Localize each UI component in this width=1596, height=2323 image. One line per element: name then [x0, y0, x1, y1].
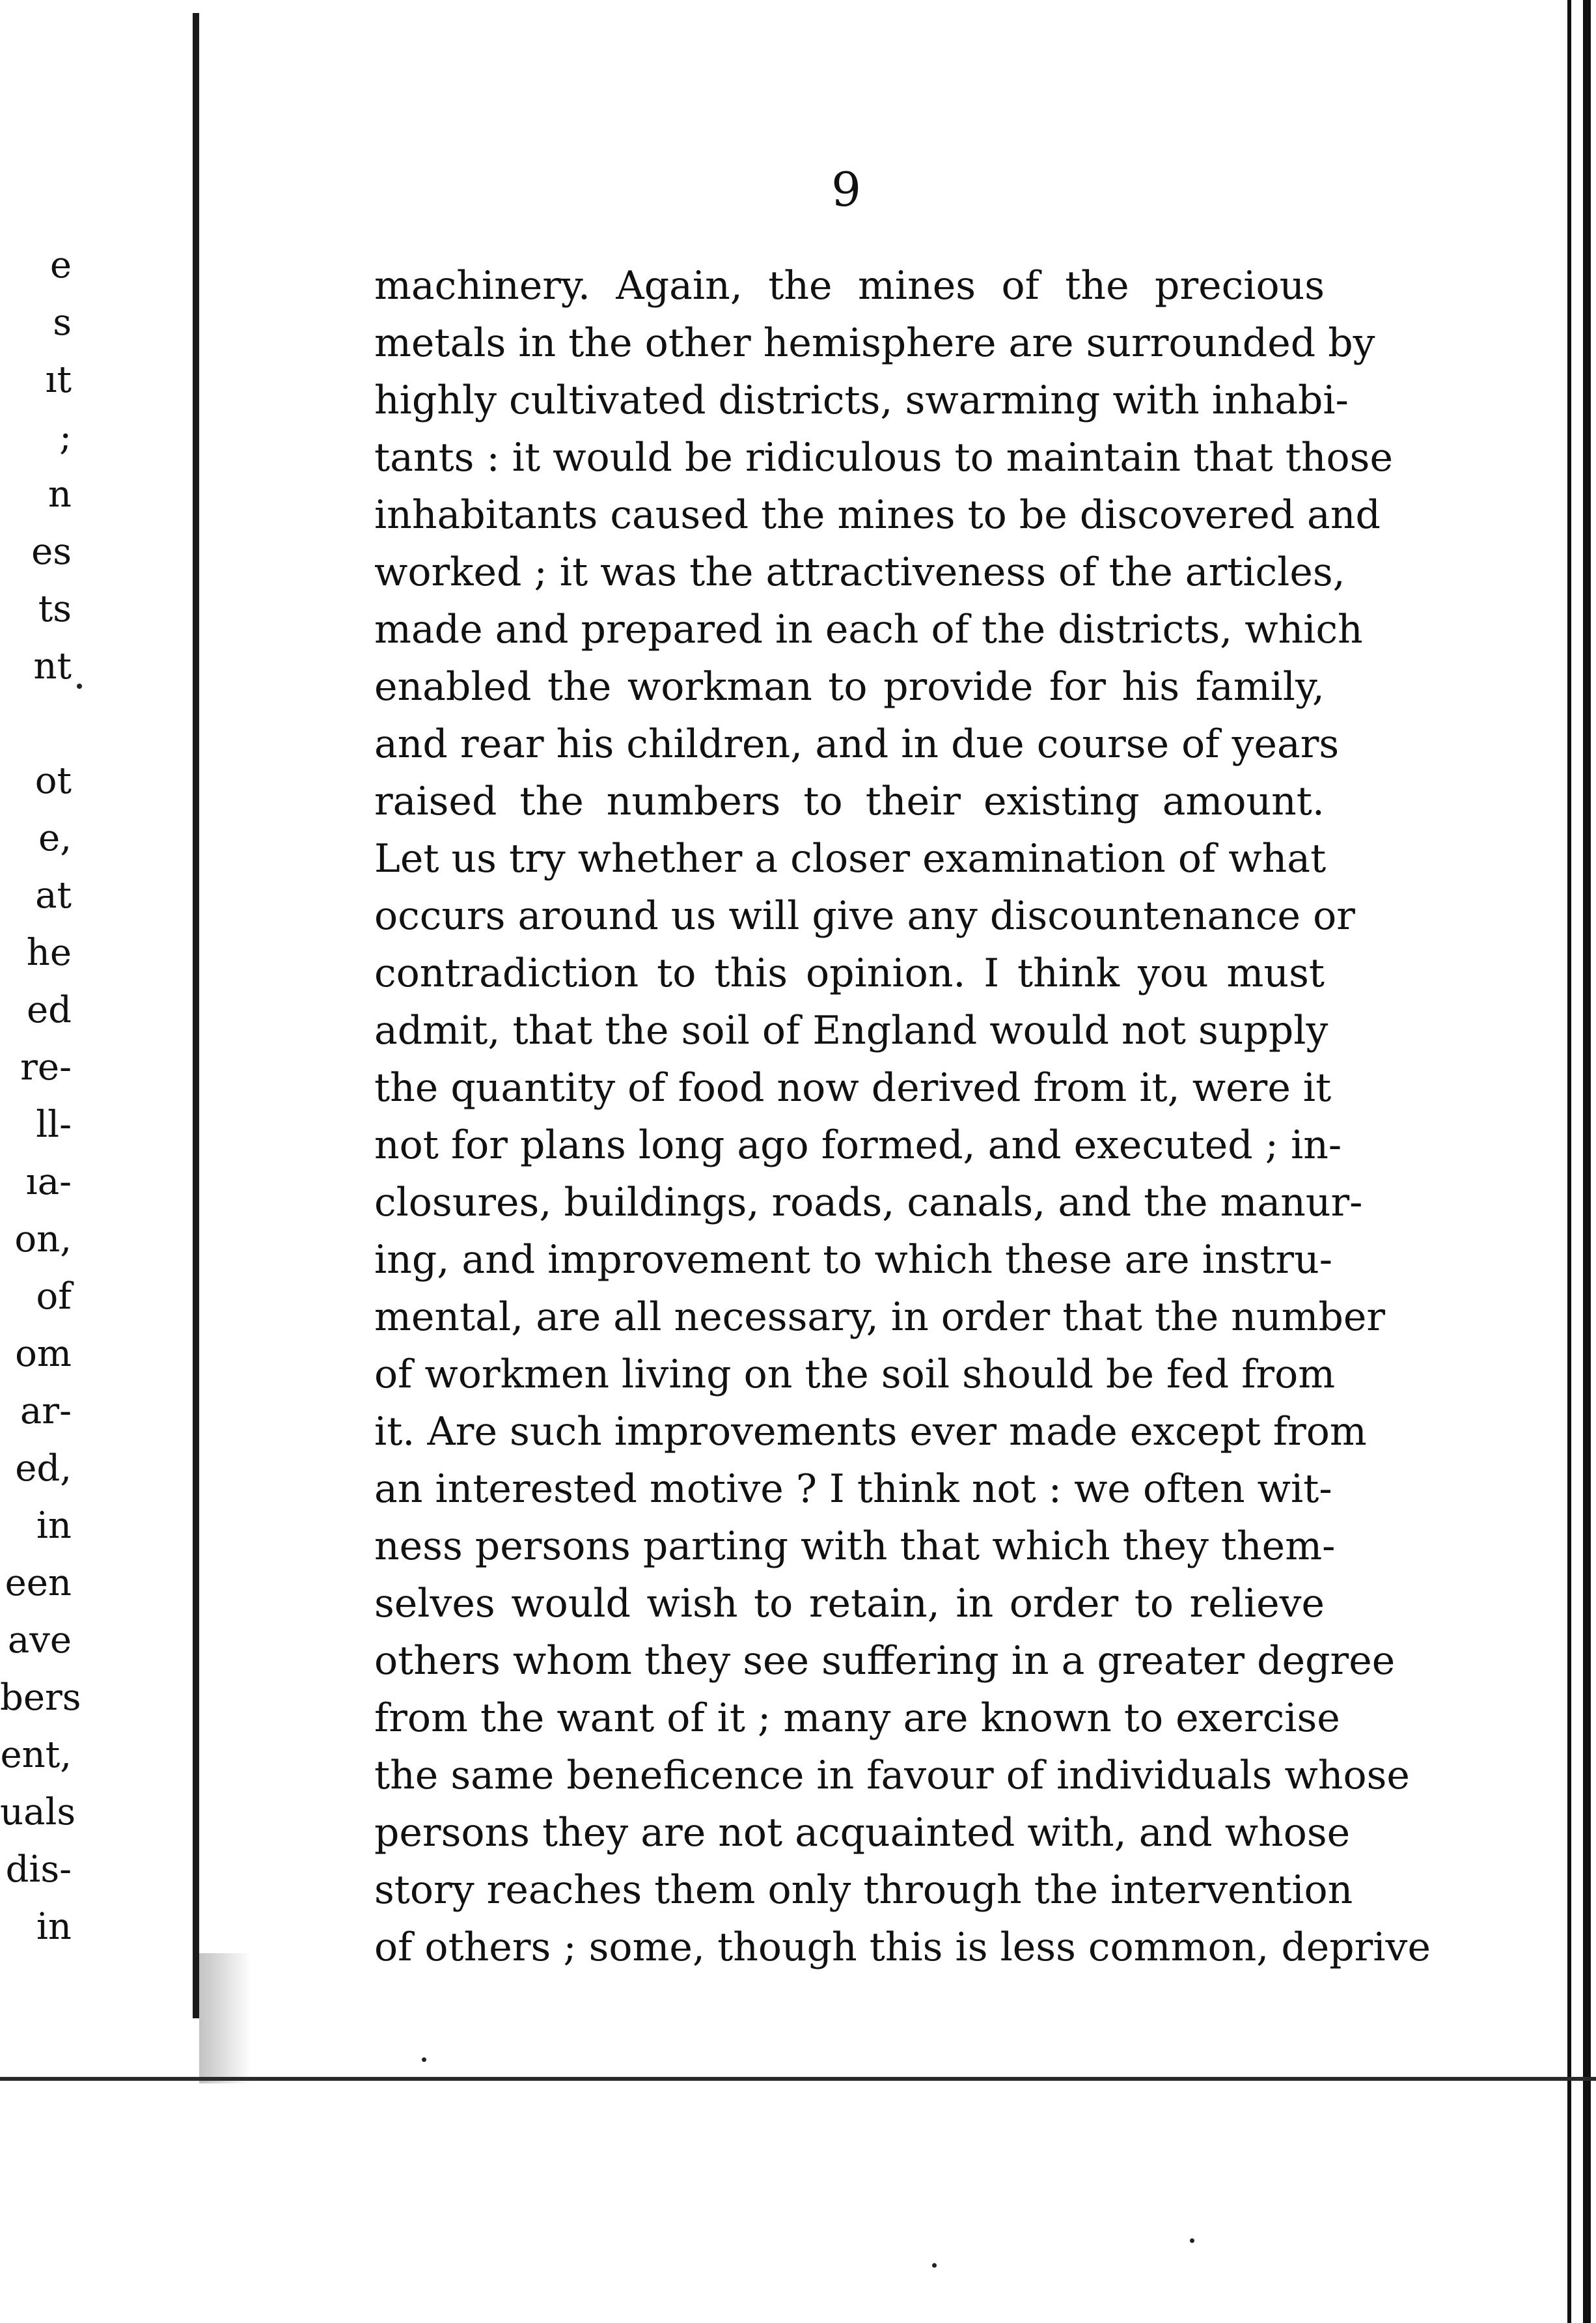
text-line: an interested motive ? I think not : we often wit-	[374, 1466, 1332, 1512]
text-line: the same beneficence in favour of individuals whose	[374, 1753, 1410, 1798]
facing-page-fragment: ts	[38, 588, 72, 630]
facing-page-fragment: uals	[0, 1791, 76, 1833]
facing-page-fragment: ıa-	[25, 1161, 72, 1203]
facing-page-fragment: om	[15, 1333, 72, 1375]
text-line: from the want of it ; many are known to exercise	[374, 1695, 1340, 1741]
gutter-shadow	[199, 1953, 251, 2083]
text-line: of others ; some, though this is less common, deprive	[374, 1925, 1431, 1970]
text-line: mental, are all necessary, in order that the number	[374, 1294, 1386, 1340]
book-gutter	[193, 13, 199, 2018]
body-text	[374, 257, 1431, 1976]
text-line: Let us try whether a closer examination of what	[374, 836, 1327, 882]
facing-page-fragment: ar-	[20, 1390, 72, 1432]
facing-page-fragment: on,	[14, 1218, 72, 1260]
ink-speck	[77, 684, 82, 689]
ink-speck	[932, 2263, 937, 2268]
facing-page-fragment: n	[48, 473, 72, 516]
ink-speck	[422, 2057, 426, 2062]
text-line: selves would wish to retain, in order to relieve	[374, 1581, 1325, 1626]
facing-page-fragment: he	[26, 932, 72, 974]
facing-page-fragment: ll-	[36, 1104, 72, 1146]
text-line: occurs around us will give any discountenance or	[374, 893, 1355, 939]
facing-page	[0, 0, 195, 2323]
facing-page-fragment: ot	[34, 760, 72, 802]
facing-page-fragment: at	[35, 874, 72, 917]
facing-page-fragment: nt	[33, 645, 72, 688]
text-line: raised the numbers to their existing amount.	[374, 779, 1325, 824]
facing-page-fragment: e,	[38, 817, 72, 859]
text-line: metals in the other hemisphere are surrounded by	[374, 320, 1375, 366]
text-line: inhabitants caused the mines to be discovered and	[374, 492, 1381, 538]
facing-page-fragment: dis-	[5, 1848, 72, 1891]
facing-page-fragment: s	[53, 301, 72, 344]
text-line: ness persons parting with that which they them-	[374, 1523, 1336, 1569]
facing-page-fragment: in	[36, 1906, 72, 1948]
facing-page-fragment: ave	[7, 1619, 72, 1662]
facing-page-fragment: ;	[59, 416, 72, 458]
page-bottom-edge	[0, 2077, 1596, 2081]
facing-page-fragment: ed,	[15, 1447, 72, 1490]
facing-page-fragment: bers	[0, 1676, 81, 1719]
ink-speck	[1190, 2238, 1194, 2243]
page-number: 9	[831, 162, 861, 217]
facing-page-fragment: ent,	[0, 1734, 72, 1776]
text-line: worked ; it was the attractiveness of the articles,	[374, 549, 1345, 595]
text-line: tants : it would be ridiculous to maintain that those	[374, 435, 1393, 480]
facing-page-fragment: ıt	[45, 359, 72, 401]
text-line: closures, buildings, roads, canals, and the manur-	[374, 1180, 1363, 1225]
text-line: ing, and improvement to which these are instru-	[374, 1237, 1333, 1283]
text-line: highly cultivated districts, swarming with inhabi-	[374, 378, 1349, 423]
text-line: admit, that the soil of England would not supply	[374, 1008, 1328, 1053]
page-edge-line	[1567, 0, 1571, 2323]
text-line: of workmen living on the soil should be fed from	[374, 1352, 1336, 1397]
text-line: enabled the workman to provide for his family,	[374, 664, 1325, 710]
text-line: machinery. Again, the mines of the precious	[374, 263, 1325, 309]
text-line: not for plans long ago formed, and executed ; in-	[374, 1122, 1342, 1168]
text-line: story reaches them only through the intervention	[374, 1867, 1353, 1913]
text-line: the quantity of food now derived from it, were it	[374, 1065, 1332, 1111]
text-line: made and prepared in each of the districts, which	[374, 607, 1363, 652]
text-line: it. Are such improvements ever made except from	[374, 1409, 1367, 1454]
page-edge	[1567, 0, 1596, 2323]
page-edge-line	[1583, 0, 1591, 2323]
text-line: and rear his children, and in due course of years	[374, 721, 1340, 767]
text-line: others whom they see suffering in a greater degree	[374, 1638, 1396, 1684]
facing-page-fragment: e	[49, 244, 72, 286]
facing-page-fragment: es	[31, 531, 72, 573]
facing-page-fragment: een	[5, 1562, 72, 1604]
facing-page-fragment: re-	[20, 1046, 72, 1089]
facing-page-fragment: of	[36, 1275, 72, 1318]
facing-page-fragment: in	[36, 1505, 72, 1547]
text-line: contradiction to this opinion. I think you must	[374, 951, 1325, 996]
text-line: persons they are not acquainted with, and whose	[374, 1810, 1351, 1856]
facing-page-fragment: ed	[27, 989, 72, 1031]
